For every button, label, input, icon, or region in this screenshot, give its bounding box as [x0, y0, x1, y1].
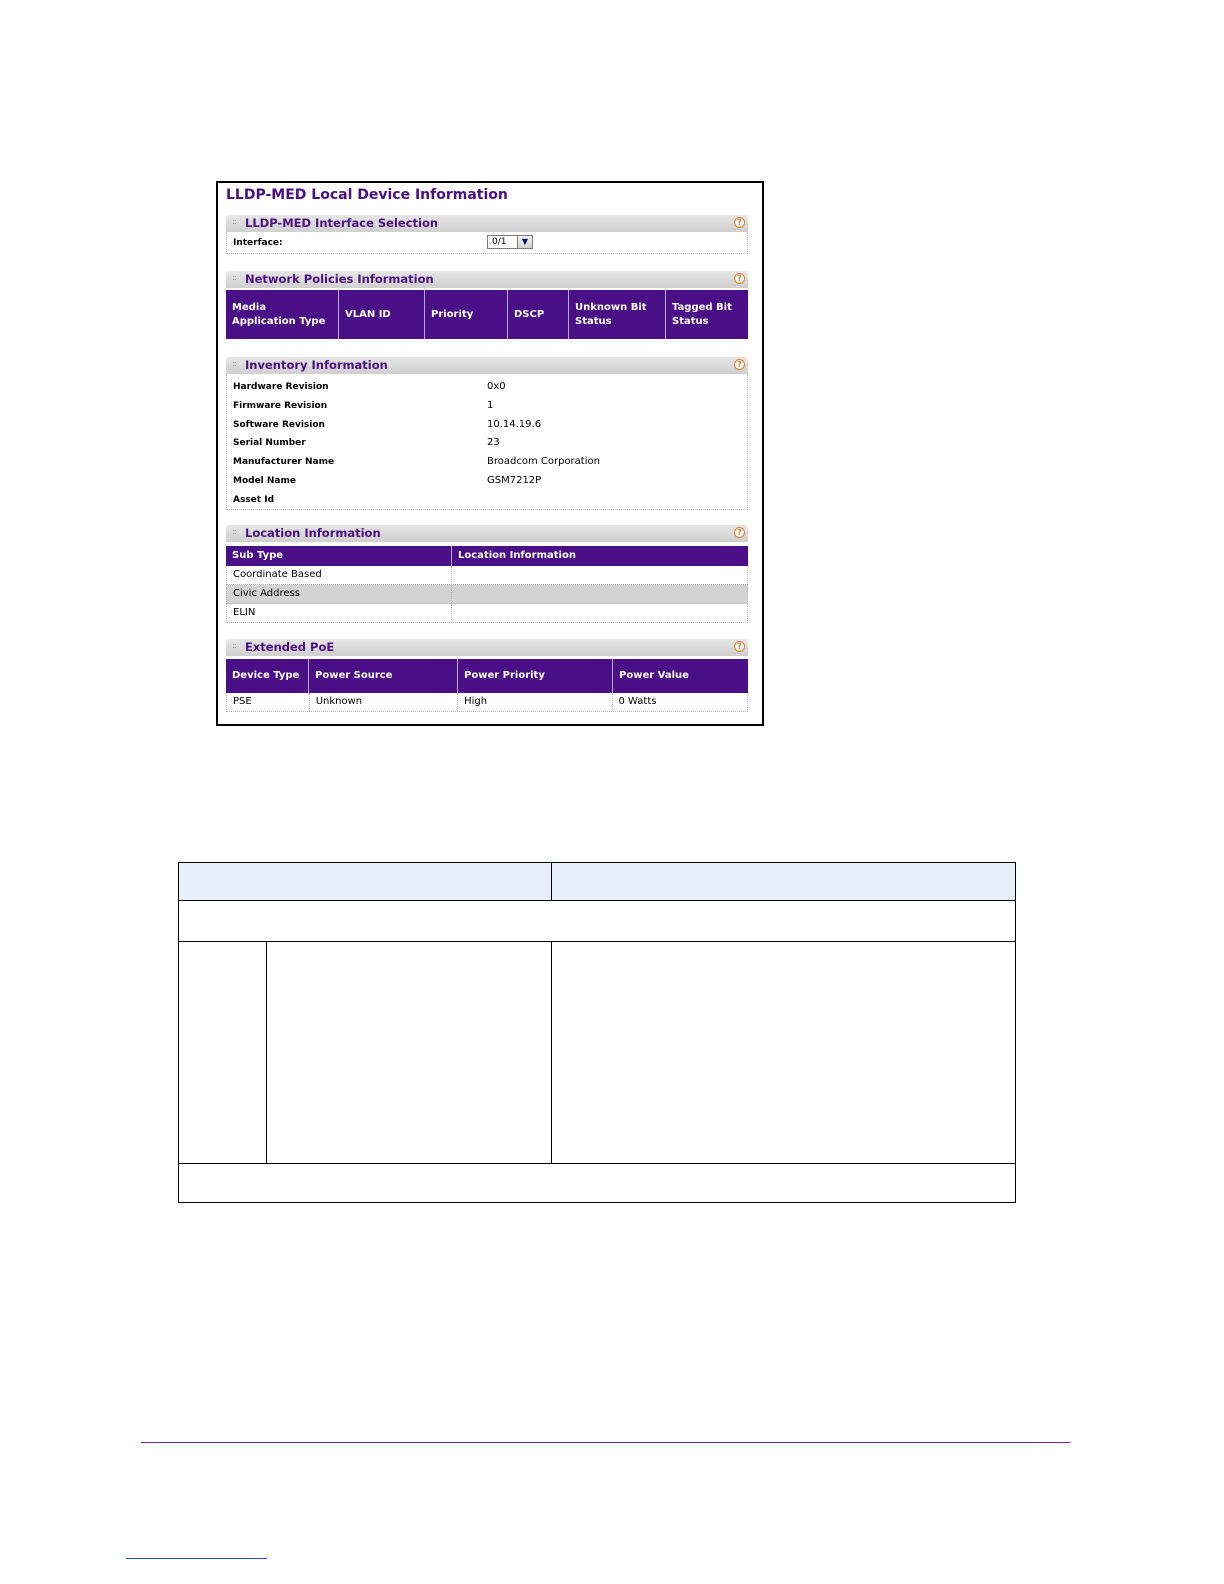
- grip-icon: ::: [232, 641, 236, 650]
- table-border: [178, 900, 1016, 901]
- help-icon[interactable]: ?: [734, 217, 745, 228]
- column-header: Location Information: [458, 550, 576, 561]
- table-border: [178, 1202, 1016, 1203]
- table-border: [266, 941, 267, 1164]
- column-header: Sub Type: [226, 546, 452, 566]
- inventory-label: Serial Number: [233, 438, 306, 448]
- inventory-section-label: Inventory Information: [245, 358, 388, 372]
- inventory-label: Firmware Revision: [233, 401, 328, 411]
- poe-power-value: 0 Watts: [618, 696, 657, 707]
- location-table-header: [226, 546, 748, 566]
- interface-section-label: LLDP-MED Interface Selection: [245, 216, 439, 230]
- table-row: [226, 604, 748, 623]
- inventory-value: Broadcom Corporation: [487, 456, 600, 467]
- interface-label: Interface:: [233, 238, 283, 248]
- poe-power-priority: High: [458, 693, 612, 711]
- poe-section-label: Extended PoE: [245, 640, 335, 654]
- table-header-row: [179, 863, 1015, 900]
- interface-section-header: [226, 215, 748, 232]
- table-row: [226, 585, 748, 604]
- help-icon[interactable]: ?: [734, 527, 745, 538]
- inventory-section-header: [226, 357, 748, 374]
- description-table: [178, 862, 1016, 1203]
- column-header: Tagged Bit Status: [672, 301, 732, 327]
- column-header: Unknown Bit Status: [569, 290, 666, 339]
- location-subtype: Coordinate Based: [227, 566, 452, 584]
- location-info: [452, 566, 747, 584]
- poe-device-type: PSE: [227, 693, 310, 711]
- column-header: Device Type: [226, 659, 309, 693]
- inventory-value: 0x0: [487, 381, 506, 392]
- location-subtype: Civic Address: [227, 585, 452, 603]
- location-info: [452, 604, 747, 622]
- column-header: Media Application Type: [226, 290, 339, 339]
- inventory-label: Model Name: [233, 476, 296, 486]
- poe-section-header: [226, 639, 748, 656]
- table-border: [551, 941, 552, 1164]
- table-border: [178, 862, 179, 1203]
- page-title: LLDP-MED Local Device Information: [226, 187, 508, 203]
- table-row: [226, 566, 748, 585]
- inventory-value: 10.14.19.6: [487, 419, 542, 430]
- table-row: [226, 693, 748, 712]
- network-table-header: [226, 290, 748, 339]
- grip-icon: ::: [232, 359, 236, 368]
- column-header: Power Value: [619, 670, 689, 681]
- table-border: [178, 862, 1016, 863]
- column-header: Power Source: [309, 659, 458, 693]
- column-header: Power Priority: [458, 659, 613, 693]
- lldp-med-screenshot: [216, 181, 764, 726]
- footer-link-underline: [126, 1558, 267, 1559]
- location-section-label: Location Information: [245, 526, 381, 540]
- inventory-label: Hardware Revision: [233, 382, 329, 392]
- inventory-label: Software Revision: [233, 420, 325, 430]
- inventory-panel: [226, 374, 748, 510]
- interface-select[interactable]: [487, 235, 533, 249]
- help-icon[interactable]: ?: [734, 641, 745, 652]
- column-header: Priority: [425, 290, 508, 339]
- footer-divider: [141, 1442, 1070, 1443]
- network-section-header: [226, 271, 748, 288]
- inventory-value: 23: [487, 437, 500, 448]
- chevron-down-icon[interactable]: ▼: [517, 236, 532, 248]
- poe-power-source: Unknown: [310, 693, 458, 711]
- location-subtype: ELIN: [227, 604, 452, 622]
- inventory-label: Manufacturer Name: [233, 457, 335, 467]
- table-border: [178, 941, 1016, 942]
- location-section-header: [226, 525, 748, 542]
- grip-icon: ::: [232, 217, 236, 226]
- column-header: VLAN ID: [339, 290, 425, 339]
- table-border: [551, 862, 552, 901]
- location-info: [452, 585, 747, 603]
- grip-icon: ::: [232, 527, 236, 536]
- poe-table-header: [226, 659, 748, 693]
- table-border: [1015, 862, 1016, 1203]
- table-border: [178, 1163, 1016, 1164]
- interface-panel: [226, 232, 748, 254]
- inventory-value: GSM7212P: [487, 475, 542, 486]
- interface-select-value: 0/1: [492, 237, 507, 247]
- network-section-label: Network Policies Information: [245, 272, 434, 286]
- help-icon[interactable]: ?: [734, 273, 745, 284]
- inventory-value: 1: [487, 400, 494, 411]
- inventory-label: Asset Id: [233, 495, 275, 505]
- help-icon[interactable]: ?: [734, 359, 745, 370]
- column-header: DSCP: [508, 290, 569, 339]
- grip-icon: ::: [232, 273, 236, 282]
